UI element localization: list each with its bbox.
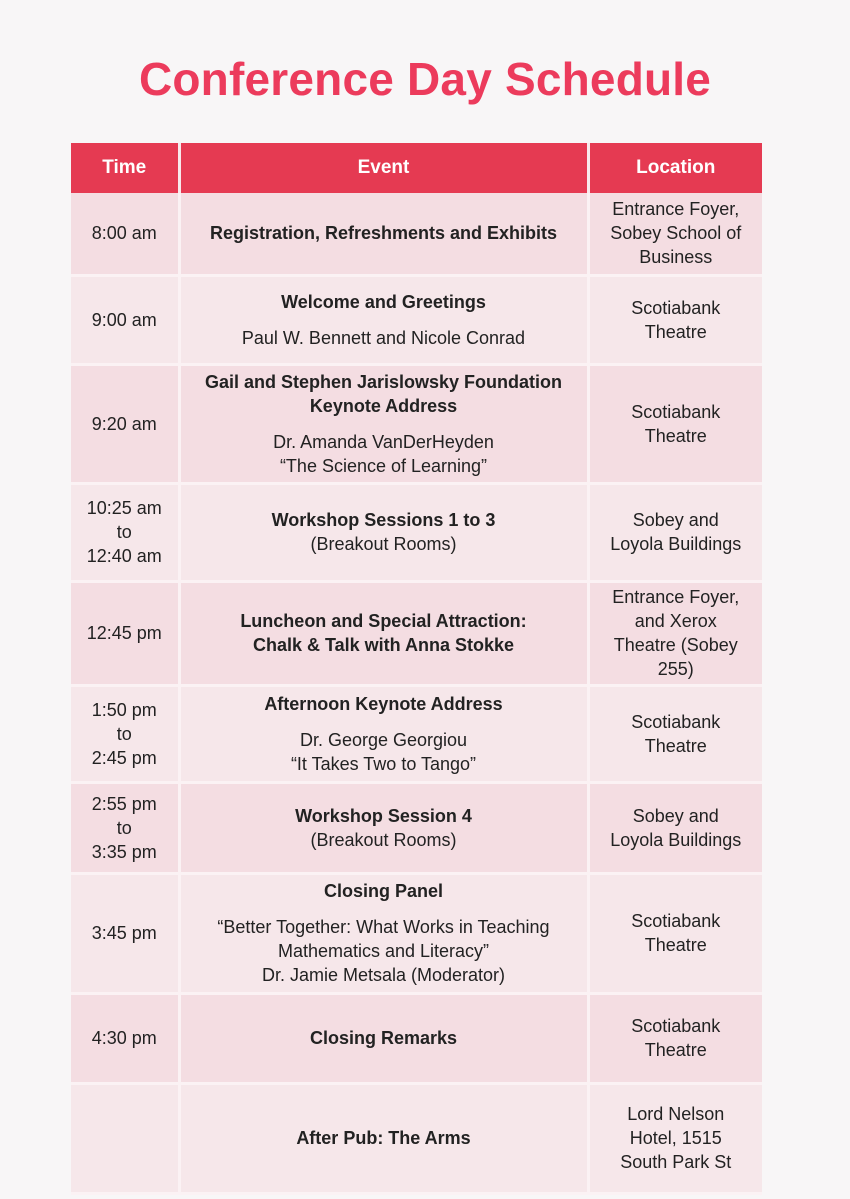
time-line: 9:00 am xyxy=(91,309,157,330)
event-title-line: After Pub: The Arms xyxy=(296,1128,471,1148)
event-title xyxy=(189,1026,579,1050)
event-cell xyxy=(179,193,588,275)
time-line: 1:50 pm xyxy=(91,699,157,720)
event-title xyxy=(189,692,579,716)
event-cell xyxy=(179,782,588,873)
event-title-line: Workshop Sessions 1 to 3 xyxy=(271,510,496,530)
schedule-body xyxy=(71,193,762,1193)
event-title-line: Workshop Session 4 xyxy=(295,805,472,826)
event-detail-line: Mathematics and Literacy” xyxy=(277,941,490,961)
location-line: Sobey and xyxy=(632,805,719,826)
time-cell xyxy=(71,782,179,873)
table-row xyxy=(71,873,762,993)
event-cell xyxy=(179,1083,588,1193)
location-line: South Park St xyxy=(620,1152,732,1172)
time-cell xyxy=(71,581,179,685)
event-title-line: Keynote Address xyxy=(309,395,458,416)
location-line: Business xyxy=(639,247,713,268)
page-title: Conference Day Schedule xyxy=(138,53,712,105)
event-detail-line: (Breakout Rooms) xyxy=(310,534,457,554)
location-cell xyxy=(588,685,762,782)
location-line: Scotiabank xyxy=(631,401,721,422)
time-line: to xyxy=(116,522,132,542)
time-line: 3:45 pm xyxy=(91,923,157,943)
event-title-line: Gail and Stephen Jarislowsky Foundation xyxy=(204,371,563,392)
event-title xyxy=(189,370,579,418)
event-title xyxy=(189,290,579,314)
event-detail xyxy=(189,915,579,987)
location-cell xyxy=(588,364,762,483)
event-title-line: Closing Remarks xyxy=(309,1028,458,1048)
location-line: Scotiabank xyxy=(631,911,721,931)
event-cell xyxy=(179,993,588,1083)
time-cell xyxy=(71,193,179,275)
time-line: 2:45 pm xyxy=(91,747,157,768)
event-cell xyxy=(179,275,588,364)
location-line: Hotel, 1515 xyxy=(629,1128,722,1148)
table-row xyxy=(71,993,762,1083)
event-title-line: Afternoon Keynote Address xyxy=(264,693,503,714)
event-detail-line: “It Takes Two to Tango” xyxy=(290,753,477,774)
time-line: to xyxy=(116,817,132,838)
header-location: Location xyxy=(588,143,762,193)
location-line: Theatre xyxy=(644,321,707,342)
location-line: Scotiabank xyxy=(631,1016,721,1036)
time-line: 2:55 pm xyxy=(91,793,157,814)
schedule-table xyxy=(71,143,762,1195)
location-line: Loyola Buildings xyxy=(610,829,742,850)
location-line: 255) xyxy=(657,659,694,679)
time-cell xyxy=(71,685,179,782)
time-line: 9:20 am xyxy=(91,413,157,434)
location-line: Entrance Foyer, xyxy=(612,199,740,220)
event-title-line: Welcome and Greetings xyxy=(281,291,486,312)
time-line: 10:25 am xyxy=(86,498,162,518)
event-title xyxy=(189,804,579,828)
location-cell xyxy=(588,483,762,581)
location-cell xyxy=(588,993,762,1083)
event-detail-line: Dr. Amanda VanDerHeyden xyxy=(273,431,494,452)
event-detail-line: “The Science of Learning” xyxy=(279,455,488,476)
table-row xyxy=(71,782,762,873)
table-row xyxy=(71,193,762,275)
event-detail-line: “Better Together: What Works in Teaching xyxy=(217,917,550,937)
event-detail-line: (Breakout Rooms) xyxy=(310,829,457,850)
event-title-line: Chalk & Talk with Anna Stokke xyxy=(252,635,515,655)
location-cell xyxy=(588,581,762,685)
location-cell xyxy=(588,193,762,275)
event-cell xyxy=(179,685,588,782)
table-row xyxy=(71,483,762,581)
event-title-line: Luncheon and Special Attraction: xyxy=(240,611,527,631)
location-line: Theatre xyxy=(644,735,707,756)
event-title xyxy=(189,609,579,657)
location-line: Loyola Buildings xyxy=(610,534,742,554)
time-line: 12:45 pm xyxy=(86,623,162,643)
location-line: Theatre (Sobey xyxy=(613,635,738,655)
time-cell xyxy=(71,275,179,364)
event-title xyxy=(189,221,579,245)
location-line: Lord Nelson xyxy=(627,1104,725,1124)
event-detail-line: Paul W. Bennett and Nicole Conrad xyxy=(241,327,526,348)
time-line: to xyxy=(116,723,132,744)
location-cell xyxy=(588,275,762,364)
event-cell xyxy=(179,483,588,581)
location-cell xyxy=(588,873,762,993)
event-cell xyxy=(179,364,588,483)
table-row xyxy=(71,1083,762,1193)
location-line: Theatre xyxy=(644,935,707,955)
header-event: Event xyxy=(179,143,588,193)
event-detail-line: Dr. Jamie Metsala (Moderator) xyxy=(261,965,506,985)
location-line: Scotiabank xyxy=(631,297,721,318)
time-line: 12:40 am xyxy=(86,546,162,566)
event-cell xyxy=(179,581,588,685)
time-line: 3:35 pm xyxy=(91,841,157,862)
time-cell xyxy=(71,364,179,483)
location-line: Sobey and xyxy=(632,510,719,530)
table-row xyxy=(71,581,762,685)
table-row xyxy=(71,275,762,364)
time-cell xyxy=(71,873,179,993)
event-detail xyxy=(189,532,579,556)
event-title-line: Closing Panel xyxy=(323,881,444,901)
time-line: 4:30 pm xyxy=(91,1028,157,1048)
event-detail-line: Dr. George Georgiou xyxy=(299,729,468,750)
location-line: Sobey School of xyxy=(610,223,742,244)
time-cell xyxy=(71,993,179,1083)
location-line: Theatre xyxy=(644,1040,707,1060)
header-time: Time xyxy=(71,143,179,193)
event-title xyxy=(189,508,579,532)
location-cell xyxy=(588,1083,762,1193)
event-detail xyxy=(189,828,579,852)
location-line: Theatre xyxy=(644,425,707,446)
event-detail xyxy=(189,326,579,350)
time-cell xyxy=(71,483,179,581)
table-row xyxy=(71,364,762,483)
event-detail xyxy=(189,430,579,478)
table-row xyxy=(71,685,762,782)
location-line: Scotiabank xyxy=(631,711,721,732)
event-title xyxy=(189,879,579,903)
location-line: Entrance Foyer, xyxy=(612,587,740,607)
event-title xyxy=(189,1126,579,1150)
time-line: 8:00 am xyxy=(91,223,157,244)
time-cell xyxy=(71,1083,179,1193)
location-cell xyxy=(588,782,762,873)
event-detail xyxy=(189,728,579,776)
event-cell xyxy=(179,873,588,993)
location-line: and Xerox xyxy=(634,611,717,631)
event-title-line: Registration, Refreshments and Exhibits xyxy=(209,223,558,244)
table-header-row xyxy=(71,143,762,193)
